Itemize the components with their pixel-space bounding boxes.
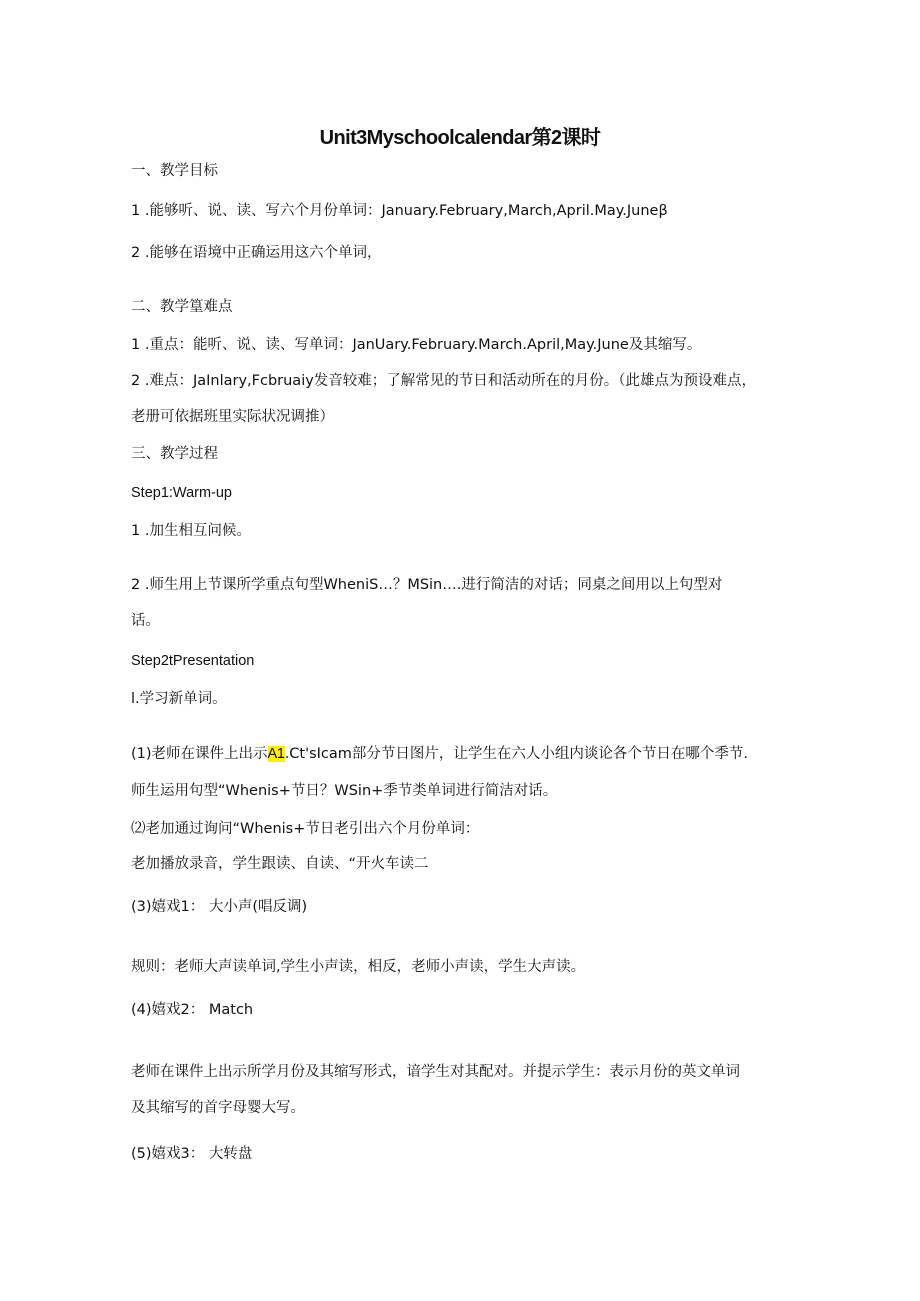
- highlighted-a1: A1: [267, 746, 285, 762]
- presentation-item-1-line1: [131, 744, 748, 764]
- game-2-desc-line2: 及其缩写的首字母婴大写。: [131, 1100, 305, 1116]
- key-point-2-line1: 2 .难点：JaInlary,Fcbruaiy发音较难；了解常见的节日和活动所在的月份。（此雄点为预设难点，: [131, 373, 757, 389]
- game-3: (5)嬉戏3： 大转盘: [131, 1146, 253, 1162]
- key-point-1: 1 .重点：能听、说、读、写单词：JanUary.February.March.April,May.June及其缩写。: [131, 337, 702, 353]
- item1-text-start: (1)老师在课件上出示: [131, 746, 268, 762]
- document-title: Unit3Myschoolcalendar第2课时: [319, 127, 601, 149]
- key-point-2-line2: 老册可依据班里实际状况调推）: [131, 409, 334, 425]
- item1-text-end: .Ct'sIcam部分节日图片，让学生在六人小组内谈论各个节日在哪个季节.: [284, 746, 749, 762]
- game-2: (4)嬉戏2： Match: [131, 1002, 254, 1018]
- step2-intro: l.学习新单词。: [131, 691, 227, 707]
- game-2-desc-line1: 老师在课件上出示所学月份及其缩写形式，谙学生对其配对。并提示学生：表示月份的英文单词: [131, 1064, 740, 1080]
- game-1: (3)嬉戏1： 大小声(唱反调): [131, 899, 308, 915]
- objective-2: 2 .能够在语境中正确运用这六个单词，: [131, 245, 382, 261]
- presentation-item-1-line2: 师生运用句型“Whenis+节日？WSin+季节类单词进行简洁对话。: [131, 783, 558, 799]
- presentation-item-2-line2: 老加播放录音，学生跟读、自读、“开火车读二: [131, 856, 429, 872]
- step1-item-2-line2: 话。: [131, 613, 160, 629]
- step1-heading: Step1:Warm-up: [131, 485, 232, 501]
- objective-1: 1 .能够听、说、读、写六个月份单词：January.February,March,April.May.Juneβ: [131, 203, 668, 219]
- presentation-item-2-line1: ⑵老加通过询问“Whenis+节日老引出六个月份单词：: [131, 821, 480, 837]
- step1-item-2-line1: 2 .师生用上节课所学重点句型WheniS…？MSin….进行简洁的对话；同桌之间用以上句型对: [131, 577, 723, 593]
- game-1-rule: 规则：老师大声读单词,学生小声读，相反，老师小声读，学生大声读。: [131, 959, 586, 975]
- section-heading-objectives: 一、教学目标: [131, 163, 218, 179]
- step1-item-1: 1 .加生相互问候。: [131, 523, 251, 539]
- step2-heading: Step2tPresentation: [131, 653, 255, 669]
- section-heading-process: 三、教学过程: [131, 446, 218, 462]
- section-heading-key-points: 二、教学篁难点: [131, 299, 233, 315]
